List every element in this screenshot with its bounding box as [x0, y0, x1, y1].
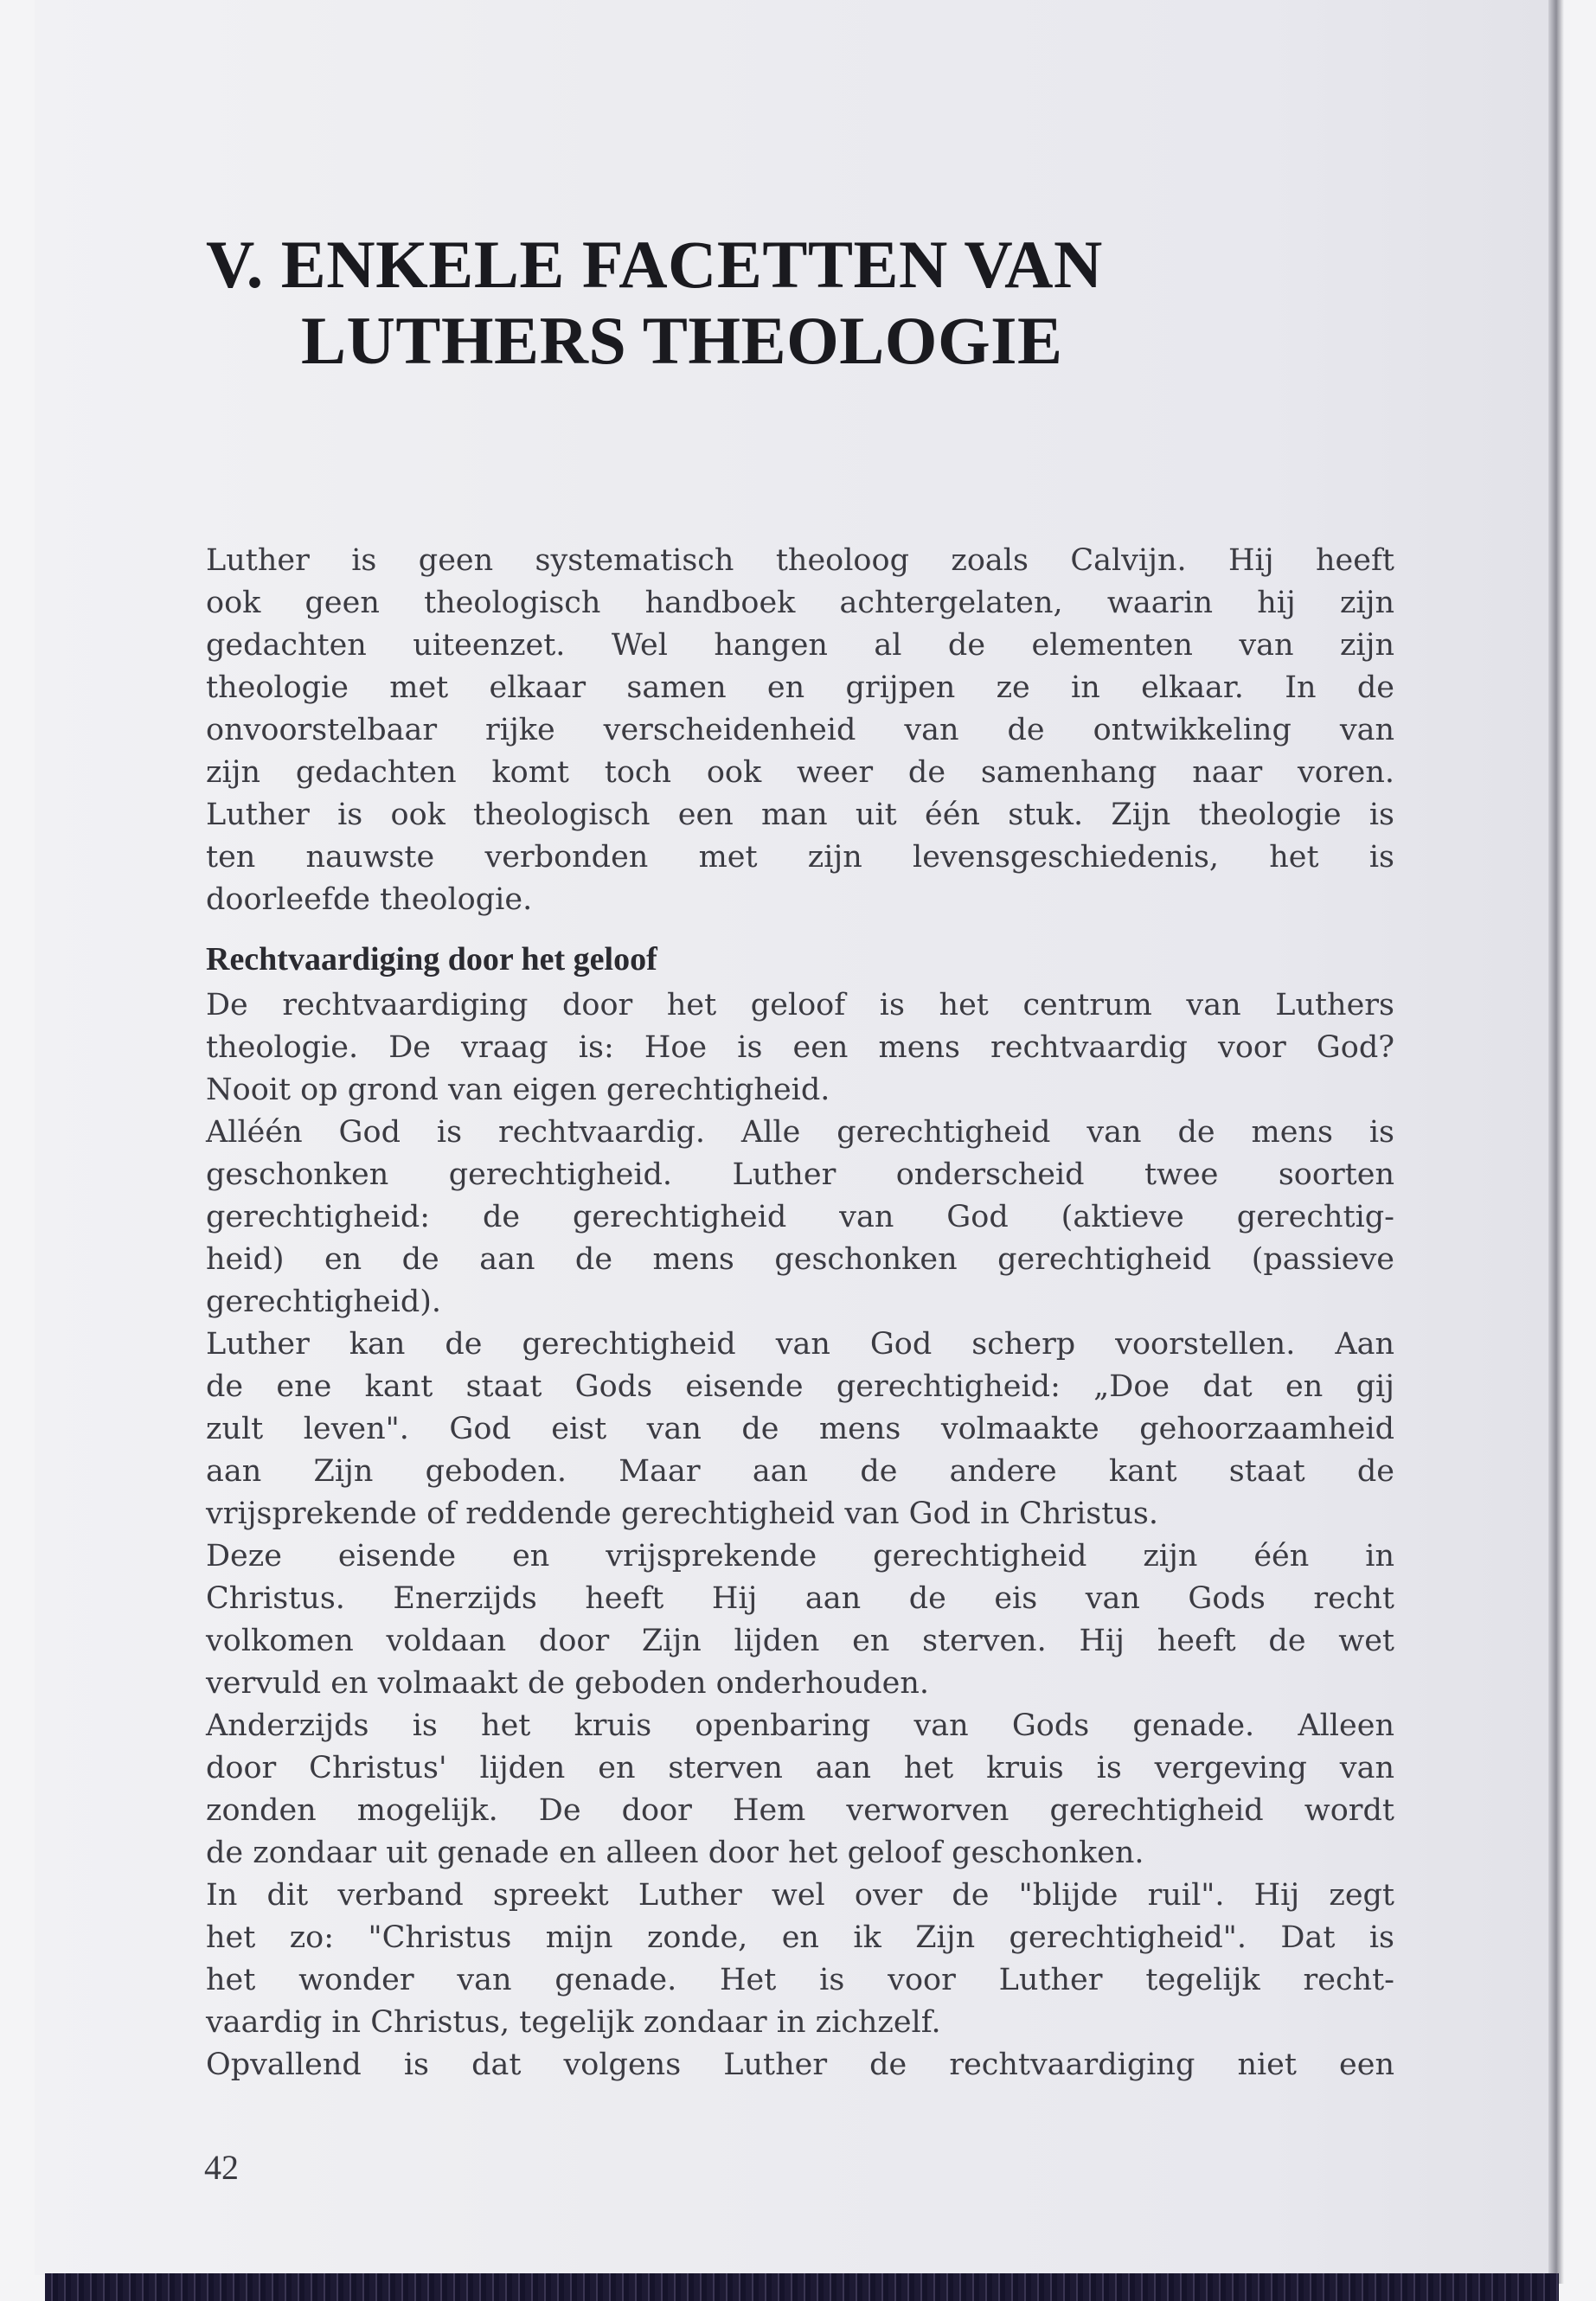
paragraph — [206, 1705, 1394, 1875]
text-line: theologie. De vraag is: Hoe is een mens rechtvaardig voor God? — [206, 1030, 1394, 1065]
text-line: het zo: "Christus mijn zonde, en ik Zijn gerechtigheid". Dat is — [206, 1920, 1394, 1955]
intro-paragraph — [206, 540, 1394, 921]
text-line: vrijsprekende of reddende gerechtigheid van God in Christus. — [206, 1497, 1158, 1531]
paragraph — [206, 2044, 1394, 2086]
text-line: de zondaar uit genade en alleen door het geloof geschonken. — [206, 1836, 1144, 1870]
text-line: vervuld en volmaakt de geboden onderhouden. — [206, 1666, 930, 1701]
body-text — [206, 540, 1394, 2086]
text-line: aan Zijn geboden. Maar aan de andere kant staat de — [206, 1454, 1394, 1489]
text-line: Deze eisende en vrijsprekende gerechtigheid zijn één in — [206, 1539, 1394, 1574]
paragraph — [206, 1875, 1394, 2044]
paragraph — [206, 1324, 1394, 1535]
paragraph — [206, 1112, 1394, 1324]
text-line: Opvallend is dat volgens Luther de rechtvaardiging niet een — [206, 2048, 1394, 2082]
paragraph — [206, 984, 1394, 1112]
text-line: vaardig in Christus, tegelijk zondaar in zichzelf. — [206, 2005, 941, 2040]
text-line: geschonken gerechtigheid. Luther onderscheid twee soorten — [206, 1157, 1394, 1192]
text-line: De rechtvaardiging door het geloof is het centrum van Luthers — [206, 988, 1394, 1022]
text-line: gedachten uiteenzet. Wel hangen al de elementen van zijn — [206, 628, 1394, 663]
text-line: zijn gedachten komt toch ook weer de samenhang naar voren. — [206, 755, 1394, 790]
text-line: Nooit op grond van eigen gerechtigheid. — [206, 1073, 830, 1107]
text-line: Luther is ook theologisch een man uit één stuk. Zijn theologie is — [206, 798, 1394, 832]
text-line: ten nauwste verbonden met zijn levensgeschiedenis, het is — [206, 840, 1394, 875]
page-edge-shadow — [1548, 0, 1564, 2284]
scan-bottom-border — [45, 2273, 1559, 2301]
paragraph — [206, 1535, 1394, 1705]
text-line: de ene kant staat Gods eisende gerechtigheid: „Doe dat en gij — [206, 1369, 1394, 1404]
chapter-title — [206, 227, 1103, 379]
text-line: Alléén God is rechtvaardig. Alle gerechtigheid van de mens is — [206, 1115, 1394, 1150]
text-line: In dit verband spreekt Luther wel over de "blijde ruil". Hij zegt — [206, 1878, 1394, 1913]
text-line: Anderzijds is het kruis openbaring van Gods genade. Alleen — [206, 1708, 1394, 1743]
page-number: 42 — [204, 2148, 239, 2187]
text-line: theologie met elkaar samen en grijpen ze in elkaar. In de — [206, 670, 1394, 705]
text-line: door Christus' lijden en sterven aan het kruis is vergeving van — [206, 1751, 1394, 1785]
section-paragraphs — [206, 984, 1394, 2086]
text-line: volkomen voldaan door Zijn lijden en sterven. Hij heeft de wet — [206, 1624, 1394, 1658]
chapter-title-line-2: LUTHERS THEOLOGIE — [301, 303, 1063, 378]
text-line: onvoorstelbaar rijke verscheidenheid van de ontwikkeling van — [206, 713, 1394, 747]
text-line: Christus. Enerzijds heeft Hij aan de eis van Gods recht — [206, 1581, 1394, 1616]
text-line: het wonder van genade. Het is voor Luther tegelijk recht- — [206, 1963, 1394, 1997]
text-line: zult leven". God eist van de mens volmaakte gehoorzaamheid — [206, 1412, 1394, 1446]
text-line: doorleefde theologie. — [206, 882, 533, 917]
text-line: ook geen theologisch handboek achtergelaten, waarin hij zijn — [206, 586, 1394, 620]
text-line: heid) en de aan de mens geschonken gerechtigheid (passieve — [206, 1242, 1394, 1277]
chapter-title-line-1: V. ENKELE FACETTEN VAN — [206, 227, 1103, 302]
text-line: Luther is geen systematisch theoloog zoals Calvijn. Hij heeft — [206, 543, 1394, 578]
text-line: gerechtigheid: de gerechtigheid van God (aktieve gerechtig- — [206, 1200, 1394, 1234]
text-line: gerechtigheid). — [206, 1285, 442, 1319]
text-line: zonden mogelijk. De door Hem verworven gerechtigheid wordt — [206, 1793, 1394, 1828]
text-line: Luther kan de gerechtigheid van God scherp voorstellen. Aan — [206, 1327, 1394, 1362]
section-heading: Rechtvaardiging door het geloof — [206, 941, 657, 977]
